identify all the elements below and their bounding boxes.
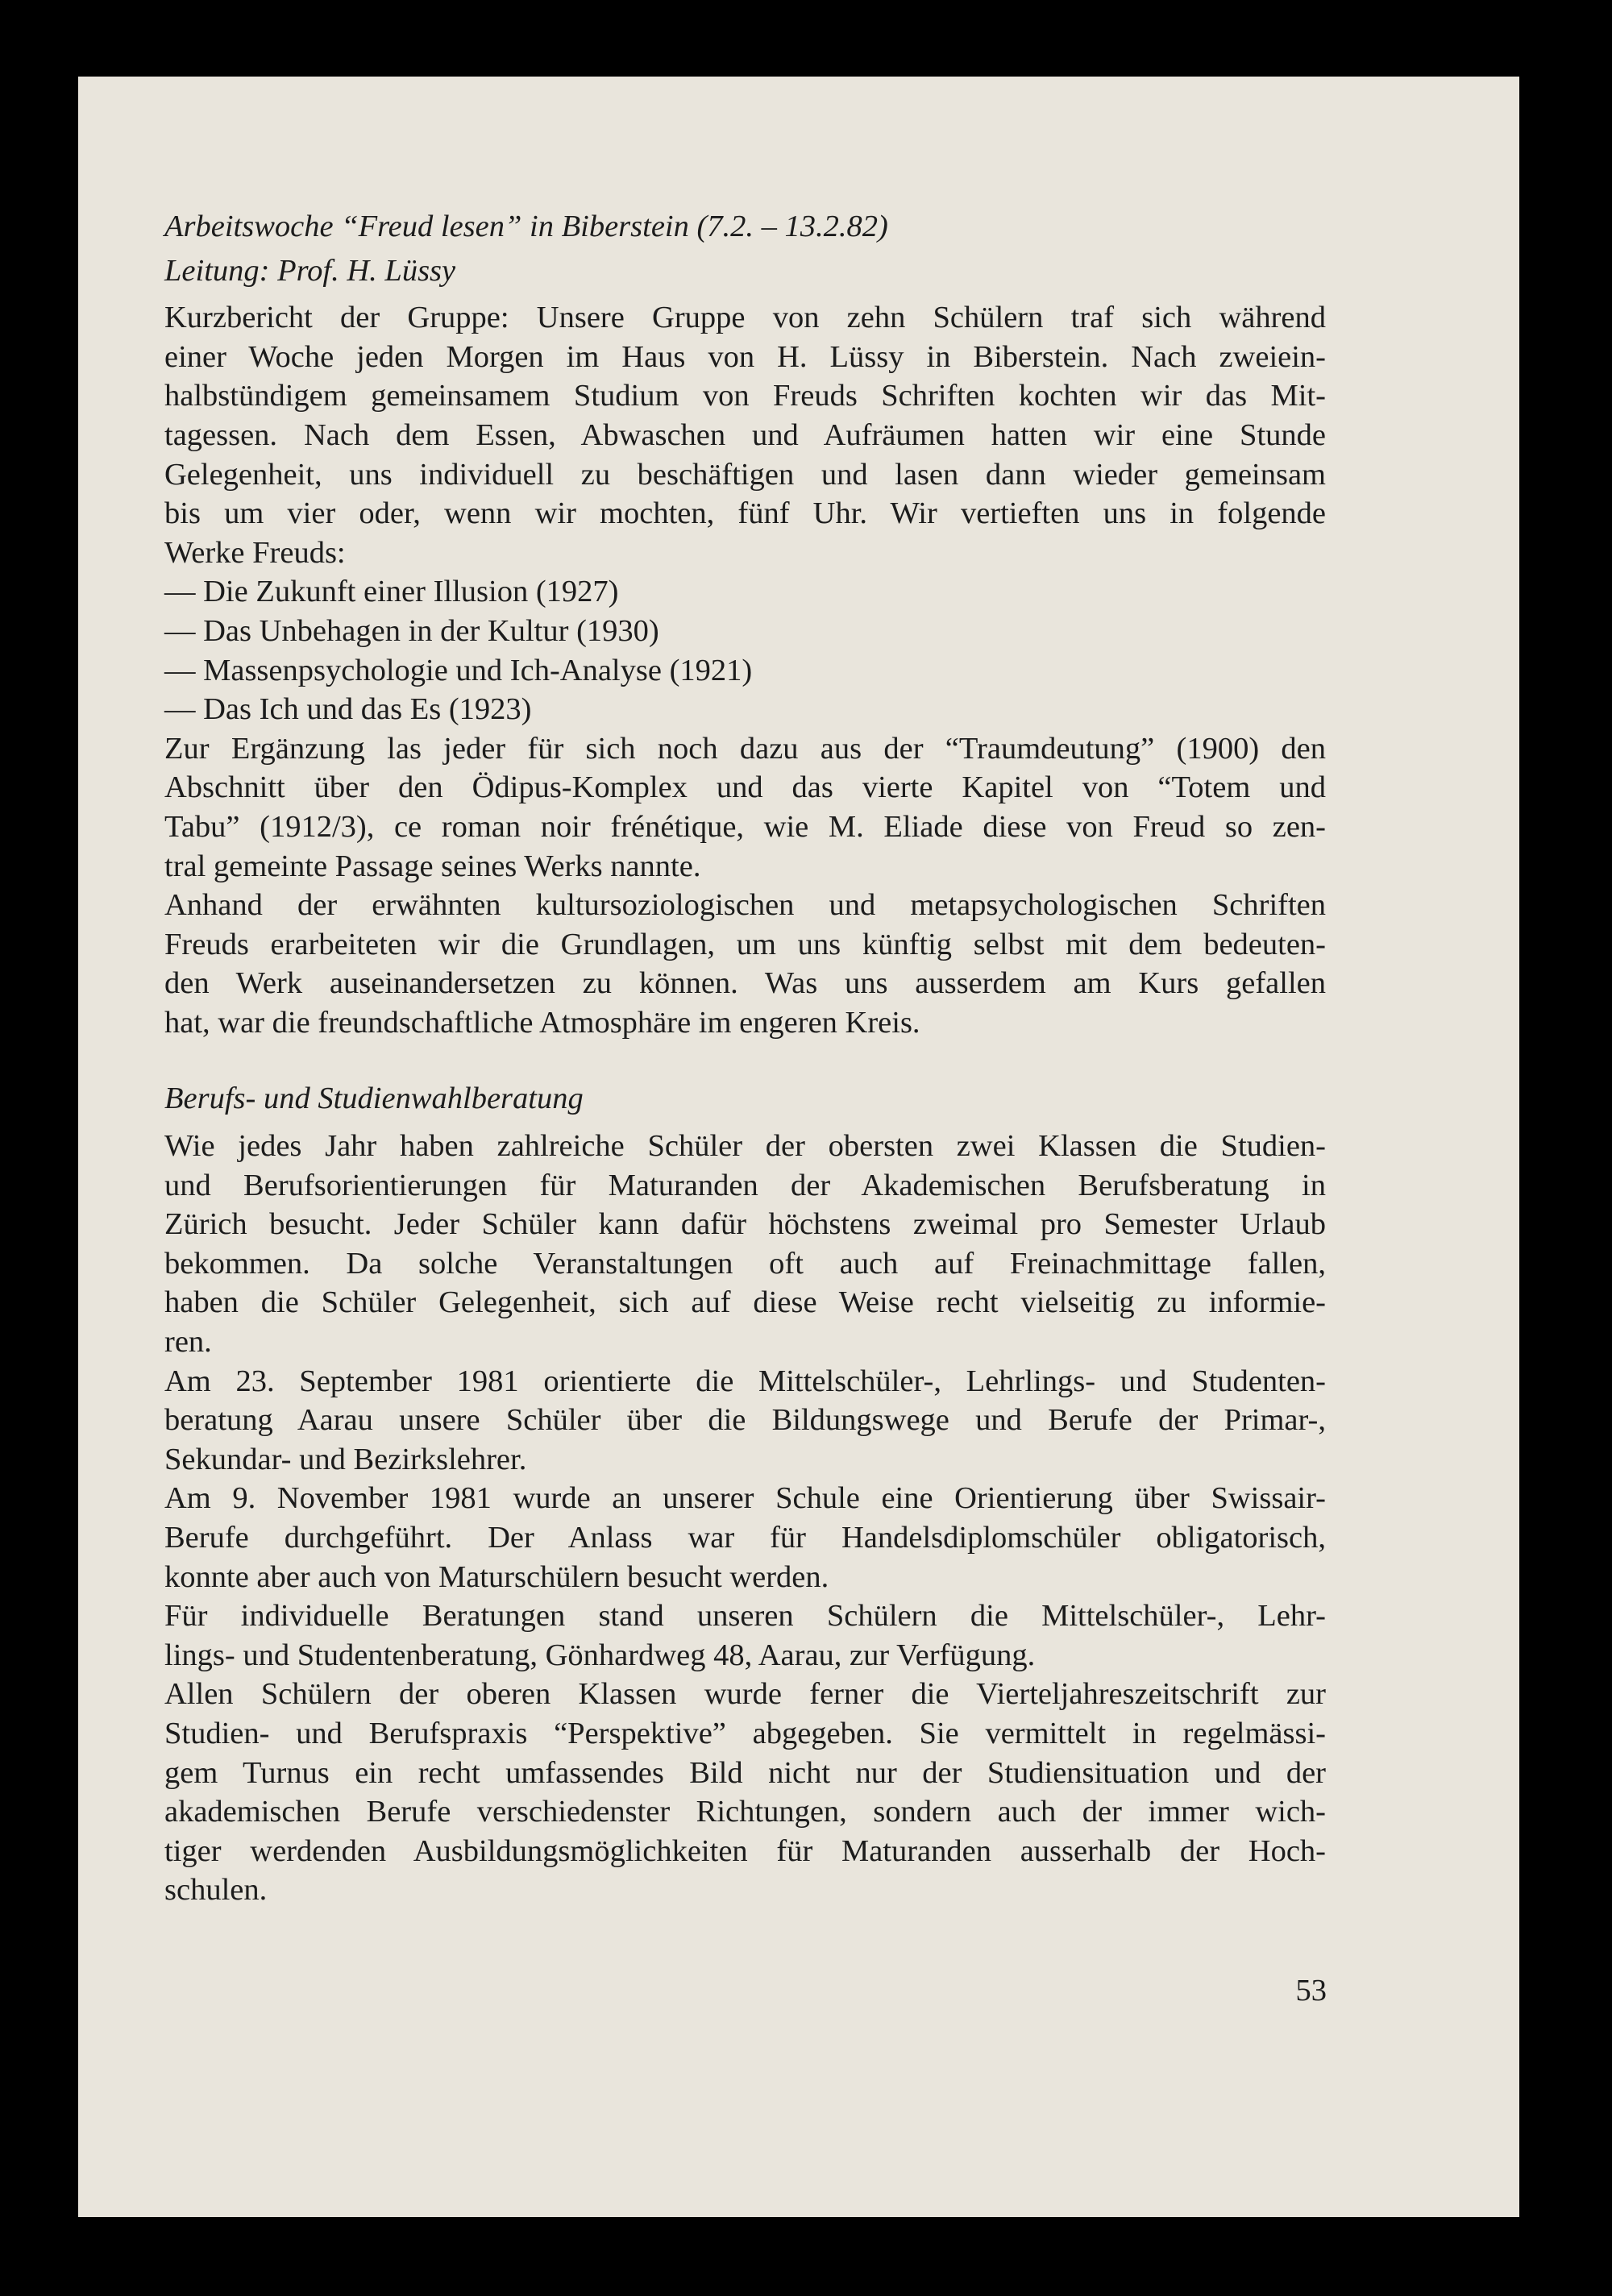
section1-subtitle: Leitung: Prof. H. Lüssy xyxy=(164,253,456,288)
text-line: hat, war die freundschaftliche Atmosphäre im engeren Kreis. xyxy=(164,1005,920,1040)
text-line: Kurzbericht der Gruppe: Unsere Gruppe von zehn Schülern traf sich während xyxy=(164,301,1326,335)
text-line: einer Woche jeden Morgen im Haus von H. Lüssy in Biberstein. Nach zweiein- xyxy=(164,339,1326,374)
text-line: beratung Aarau unsere Schüler über die Bildungswege und Berufe der Primar-, xyxy=(164,1403,1326,1438)
text-line: lings- und Studentenberatung, Gönhardweg 48, Aarau, zur Verfügung. xyxy=(164,1638,1036,1672)
text-line: Am 9. November 1981 wurde an unserer Schule eine Orientierung über Swissair- xyxy=(164,1481,1326,1516)
text-line: Sekundar- und Bezirkslehrer. xyxy=(164,1442,527,1476)
text-line: — Massenpsychologie und Ich-Analyse (1921) xyxy=(164,653,753,687)
page-number: 53 xyxy=(1295,1974,1327,2007)
text-line: und Berufsorientierungen für Maturanden der Akademischen Berufsberatung in xyxy=(164,1168,1326,1202)
text-line: Anhand der erwähnten kultursoziologischen und metapsychologischen Schriften xyxy=(164,888,1326,923)
text-line: tiger werdenden Ausbildungsmöglichkeiten für Maturanden ausserhalb der Hoch- xyxy=(164,1833,1326,1868)
text-line: Wie jedes Jahr haben zahlreiche Schüler der obersten zwei Klassen die Studien- xyxy=(164,1129,1326,1164)
section1-body xyxy=(164,298,1326,1042)
text-line: Zur Ergänzung las jeder für sich noch dazu aus der “Traumdeutung” (1900) den xyxy=(164,731,1326,766)
text-line: — Die Zukunft einer Illusion (1927) xyxy=(164,575,619,609)
text-line: Berufe durchgeführt. Der Anlass war für Handelsdiplomschüler obligatorisch, xyxy=(164,1521,1326,1555)
text-line: — Das Unbehagen in der Kultur (1930) xyxy=(164,613,659,648)
text-line: ren. xyxy=(164,1325,212,1360)
text-line: Gelegenheit, uns individuell zu beschäftigen und lasen dann wieder gemeinsam xyxy=(164,457,1326,492)
text-line: tral gemeinte Passage seines Werks nannte. xyxy=(164,849,701,883)
section2-title: Berufs- und Studienwahlberatung xyxy=(164,1082,584,1116)
text-line: tagessen. Nach dem Essen, Abwaschen und Aufräumen hatten wir eine Stunde xyxy=(164,417,1326,452)
text-line: akademischen Berufe verschiedenster Richtungen, sondern auch der immer wich- xyxy=(164,1795,1326,1829)
text-line: Allen Schülern der oberen Klassen wurde ferner die Vierteljahreszeitschrift zur xyxy=(164,1677,1326,1712)
text-line: haben die Schüler Gelegenheit, sich auf diese Weise recht vielseitig zu informie- xyxy=(164,1285,1326,1320)
text-line: Für individuelle Beratungen stand unseren Schülern die Mittelschüler-, Lehr- xyxy=(164,1599,1326,1634)
section2-body xyxy=(164,1127,1326,1910)
text-line: Studien- und Berufspraxis “Perspektive” abgegeben. Sie vermittelt in regelmässi- xyxy=(164,1716,1326,1750)
text-line: gem Turnus ein recht umfassendes Bild nicht nur der Studiensituation und der xyxy=(164,1755,1326,1790)
page-content xyxy=(164,207,1326,1910)
document-page xyxy=(78,77,1519,2217)
text-line: Werke Freuds: xyxy=(164,535,346,570)
text-line: konnte aber auch von Maturschülern besucht werden. xyxy=(164,1559,829,1594)
text-line: Zürich besucht. Jeder Schüler kann dafür höchstens zweimal pro Semester Urlaub xyxy=(164,1207,1326,1242)
text-line: bis um vier oder, wenn wir mochten, fünf Uhr. Wir vertieften uns in folgende xyxy=(164,496,1326,531)
text-line: Freuds erarbeiteten wir die Grundlagen, um uns künftig selbst mit dem bedeuten- xyxy=(164,927,1326,961)
text-line: den Werk auseinandersetzen zu können. Was uns ausserdem am Kurs gefallen xyxy=(164,966,1326,1001)
text-line: Tabu” (1912/3), ce roman noir frénétique, wie M. Eliade diese von Freud so zen- xyxy=(164,809,1326,844)
text-line: bekommen. Da solche Veranstaltungen oft auch auf Freinachmittage fallen, xyxy=(164,1246,1326,1281)
text-line: Abschnitt über den Ödipus-Komplex und das vierte Kapitel von “Totem und xyxy=(164,770,1326,805)
text-line: — Das Ich und das Es (1923) xyxy=(164,692,532,727)
text-line: halbstündigem gemeinsamem Studium von Freuds Schriften kochten wir das Mit- xyxy=(164,379,1326,413)
text-line: Am 23. September 1981 orientierte die Mittelschüler-, Lehrlings- und Studenten- xyxy=(164,1364,1326,1398)
text-line: schulen. xyxy=(164,1873,268,1908)
section1-title: Arbeitswoche “Freud lesen” in Biberstein (7.2. – 13.2.82) xyxy=(164,210,888,243)
